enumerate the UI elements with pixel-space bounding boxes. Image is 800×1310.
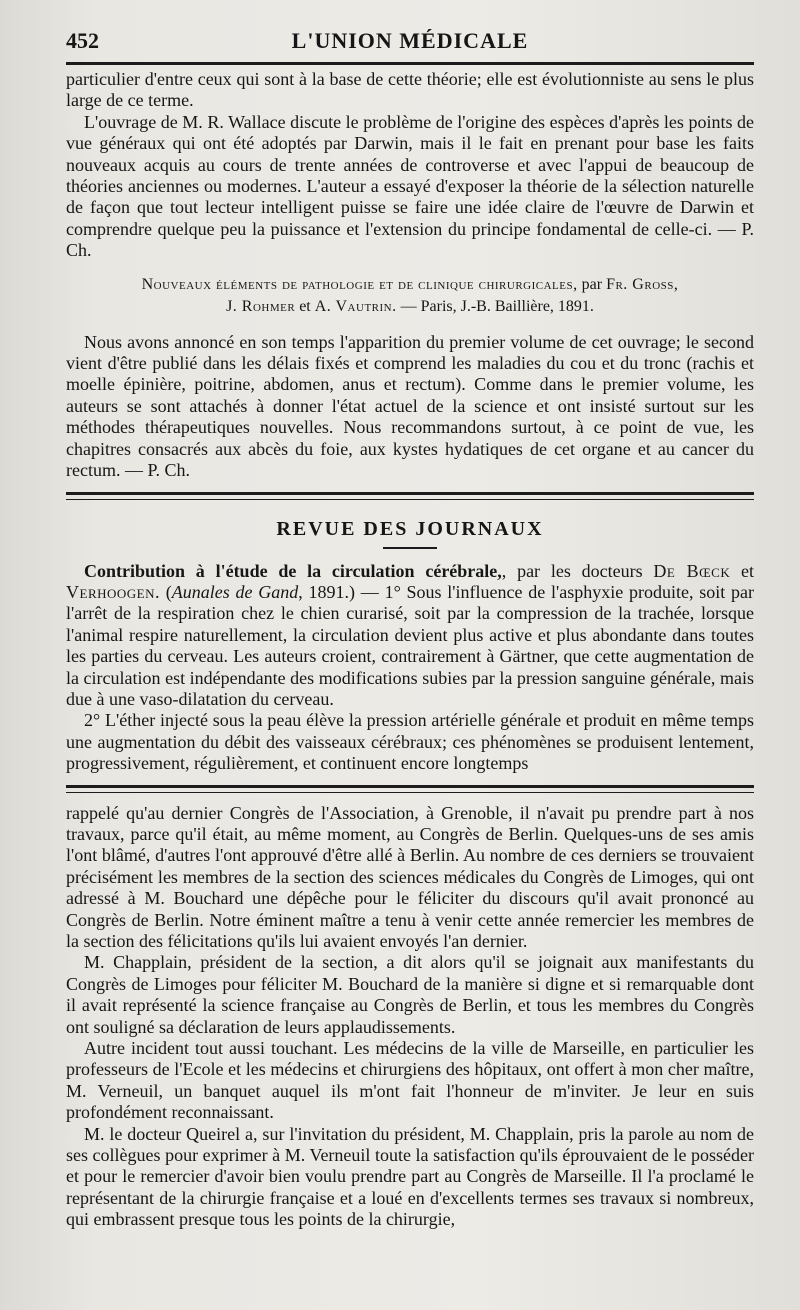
congress-paragraph-2: M. Chapplain, président de la section, a dit alors qu'il se joignait aux manifestants du Congrès de Limoges pour féliciter M. Bouchard de la manière si digne et si remarquable dont il avait représenté la science française au Congrès de Berlin, et tous les membres du Congrès ont souligné sa déclaration de leurs applaudissements. xyxy=(66,952,754,1037)
article-author-2: Verhoogen. xyxy=(66,581,160,602)
book-author-3: A. Vautrin. xyxy=(314,297,397,315)
book-by: par xyxy=(581,275,603,293)
book-review-paragraph: Nous avons annoncé en son temps l'apparition du premier volume de cet ouvrage; le second vient d'être publié dans les délais fixés et comprend les maladies du cou et du tronc (rachis et moelle épinière, poitrine, abdomen, anus et rectum). Comme dans le premier volume, les auteurs se sont attachés à donner l'état actuel de la science et ont insisté surtout sur les méthodes thérapeutiques nouvelles. Nous recommandons surtout, à ce point de vue, les chapitres consacrés aux abcès du foie, aux kystes hydatiques de cet organe et au cancer du rectum. — P. Ch. xyxy=(66,331,754,481)
header-rule xyxy=(66,62,754,65)
review-paragraph-2: L'ouvrage de M. R. Wallace discute le problème de l'origine des espèces d'après les points de vue généraux qui ont été adoptés par Darwin, mais il le fait en prenant pour base les faits nouveaux acquis au cours de trente années de controverse et avec l'appui de beaucoup de théories anciennes ou modernes. L'auteur a essayé d'exposer la théorie de la sélection naturelle de façon que tout lecteur intelligent puisse se faire une idée claire de l'œuvre de Darwin et comprendre quelque peu la puissance et l'extension du principe fondamental de celle-ci. — P. Ch. xyxy=(66,111,754,261)
book-publisher: — Paris, J.-B. Baillière, 1891. xyxy=(400,297,594,315)
article-title: Contribution à l'étude de la circulation cérébrale, xyxy=(84,560,502,581)
article-source-name: Aunales de Gand xyxy=(171,581,299,602)
section-divider-top xyxy=(66,492,754,500)
article-and: et xyxy=(741,560,754,581)
review-paragraph-1: particulier d'entre ceux qui sont à la base de cette théorie; elle est évolutionniste au sens le plus large de ce terme. xyxy=(66,69,754,111)
article-source-open: ( xyxy=(165,581,172,602)
journal-title: L'UNION MÉDICALE xyxy=(291,28,529,53)
article-body-1: — 1° Sous l'influence de l'asphyxie produite, soit par l'arrêt de la respiration chez le chien curarisé, soit par la compression de la trachée, lorsque l'animal respire naturellement, la circulation devient plus active et plus abondante dans toutes les parties du cerveau. Les auteurs croient, contrairement à Gärtner, que cette augmentation de la circulation est indépendante des modifications subies par la pression sanguine générale, mais due à une vaso-dilatation du cerveau. xyxy=(66,581,755,709)
section-title-rule xyxy=(383,547,437,549)
journal-article-paragraph-1 xyxy=(66,561,754,711)
book-author-1: Fr. Gross, xyxy=(606,275,679,293)
article-authors-intro: , par les docteurs xyxy=(501,560,643,581)
congress-paragraph-1: rappelé qu'au dernier Congrès de l'Association, à Grenoble, il n'avait pu prendre part à nos travaux, parce qu'il était, au même moment, au Congrès de Berlin. Quelques-uns de ses amis l'ont blâmé, d'autres l'ont approuvé d'être allé à Berlin. Au nombre de ces derniers se trouvaient précisément les membres de la section des sciences médicales du Congrès de Limoges, qui ont adressé à M. Bouchard une dépêche pour le féliciter du discours qu'il avait prononcé au Congrès de Berlin. Notre éminent maître a tenu à venir cette année remercier les membres de la section des félicitations qu'ils lui avaient envoyés l'an dernier. xyxy=(66,802,754,951)
book-and: et xyxy=(299,297,311,315)
journal-article-paragraph-2: 2° L'éther injecté sous la peau élève la pression artérielle générale et produit en même temps une augmentation du débit des vaisseaux cérébraux; ces phénomènes se produisent lentement, progressivement, régulièrement, et continuent encore longtemps xyxy=(66,710,754,774)
book-heading xyxy=(66,274,754,318)
page-number: 452 xyxy=(66,28,99,53)
section-divider-bottom xyxy=(66,785,754,793)
book-title: Nouveaux éléments de pathologie et de clinique chirurgicales, xyxy=(141,275,578,293)
section-title: REVUE DES JOURNAUX xyxy=(276,517,544,540)
article-author-1: De Bœck xyxy=(653,560,731,581)
running-head xyxy=(66,22,754,62)
article-source-year: , 1891.) xyxy=(298,581,356,602)
book-author-2: J. Rohmer xyxy=(226,297,296,315)
congress-paragraph-4: M. le docteur Queirel a, sur l'invitation du président, M. Chapplain, pris la parole au nom de ses collègues pour exprimer à M. Verneuil toute la satisfaction qu'ils éprouvaient de le posséder et pour le remercier d'avoir bien voulu prendre part au Congrès de Marseille. Il l'a proclamé le représentant de la chirurgie française et a loué en d'excellents termes ses travaux si nombreux, qui embrassent presque tous les points de la chirurgie, xyxy=(66,1123,754,1230)
congress-paragraph-3: Autre incident tout aussi touchant. Les médecins de la ville de Marseille, en particulier les professeurs de l'Ecole et les médecins et chirurgiens des hôpitaux, ont offert à mon cher maître, M. Verneuil, un banquet auquel ils m'ont fait l'honneur de m'inviter. Je leur en suis profondément reconnaissant. xyxy=(66,1038,754,1123)
